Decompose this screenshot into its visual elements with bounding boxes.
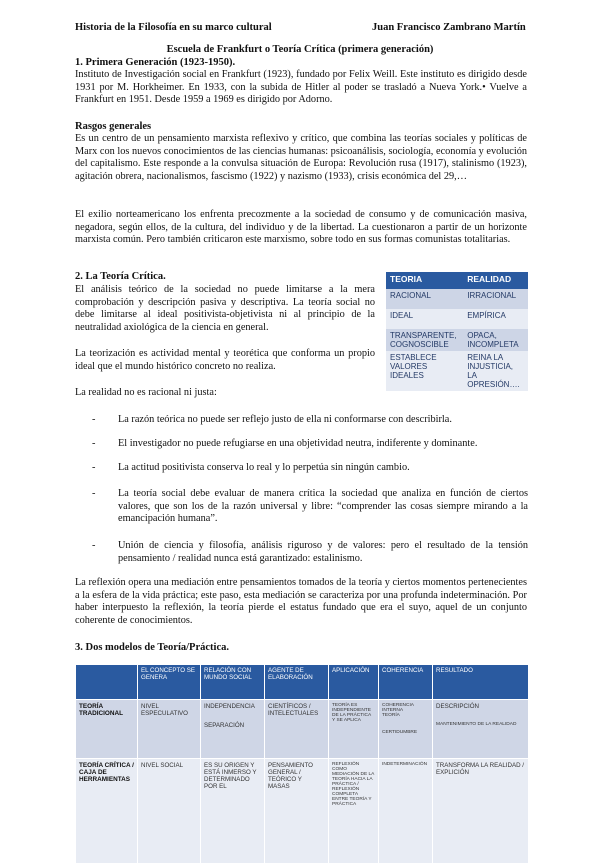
bullet-item: El investigador no puede refugiarse en una objetividad neutra, indiferente y dominante. <box>118 438 478 449</box>
table-header-cell: TEORIA <box>386 272 463 289</box>
header-author: Juan Francisco Zambrano Martín <box>372 22 526 33</box>
rasgos-paragraph-2: El exilio norteamericano los enfrenta precozmente a la sociedad de consumo y de comunicación masiva, negadora, según ellos, de la cultura, del individuo y de la libertad. La cuestionaron a partir de un horizonte marxista común. Pero también criticaron este marxismo, sobre todo en sus formas comunistas totalitarias. <box>75 209 527 246</box>
table-header-cell: REALIDAD <box>463 272 528 289</box>
table-cell-text: TEORÍA <box>382 713 400 718</box>
section1-heading: 1. Primera Generación (1923-1950). <box>75 57 236 68</box>
bullet-dash: - <box>92 414 96 425</box>
table-header-cell: RESULTADO <box>433 665 529 700</box>
table-cell: ES SU ORIGEN Y ESTÁ INMERSO Y DETERMINADO POR EL <box>201 759 265 864</box>
table-row <box>386 329 528 351</box>
table-header-cell: AGENTE DE ELABORACIÓN <box>265 665 329 700</box>
bullet-item: Unión de ciencia y filosofía, análisis riguroso y de valores: pero el resultado de la tensión pensamiento / realidad nunca está garantizado: estalinismo. <box>118 540 528 564</box>
table-header-cell: COHERENCIA <box>379 665 433 700</box>
table-cell: REINA LA INJUSTICIA, LA OPRESIÓN…. <box>463 351 528 391</box>
table-cell: NIVEL ESPECULATIVO <box>138 700 201 759</box>
table-cell-text: CERTIDUMBRE <box>382 730 418 735</box>
table-row <box>386 289 528 309</box>
table-cell: REFLEXIÓN COMO MEDIACIÓN DE LA TEORÍA HACIA LA PRÁCTICA / REFLEXIÓN COMPLETA ENTRE TEORÍA Y PRÁCTICA <box>329 759 379 864</box>
bullet-dash: - <box>92 540 96 551</box>
table-cell <box>201 700 265 759</box>
table-header-cell: EL CONCEPTO SE GENERA <box>138 665 201 700</box>
rasgos-paragraph-1: Es un centro de un pensamiento marxista reflexivo y crítico, que combina las teorías sociales y políticas de Marx con los nuevos conocimientos de las ciencias humanas: psicoanálisis, sociología, economía y evolución del capitalismo. Este responde a la convulsa situación de Europa: Revolución rusa (1917), stalinismo (1923), agitación obrera, nacionalismos, fascismo (1922) y nazismo (1933), crisis económica del 29,… <box>75 133 527 182</box>
table-cell-text: COHERENCIA INTERNA <box>382 703 414 713</box>
table-cell <box>433 700 529 759</box>
table-cell: CIENTÍFICOS / INTELECTUALES <box>265 700 329 759</box>
header-course-title: Historia de la Filosofía en su marco cultural <box>75 22 272 33</box>
section3-heading: 3. Dos modelos de Teoría/Práctica. <box>75 642 229 653</box>
theory-practice-table <box>75 664 529 864</box>
section2-paragraph-3: La realidad no es racional ni justa: <box>75 387 217 398</box>
table-cell: NIVEL SOCIAL <box>138 759 201 864</box>
section2-paragraph-1: El análisis teórico de la sociedad no puede limitarse a la mera comprobación y descripción pasiva y descriptiva. La teoría social no debe limitarse al ideal positivista-objetivista ni al principio de la neutralidad axiológica de la ciencia en general. <box>75 284 375 333</box>
theory-reality-table <box>386 272 528 391</box>
table-cell-text: MANTENIMIENTO DE LA REALIDAD <box>436 722 517 727</box>
table-cell: RACIONAL <box>386 289 463 309</box>
table-cell: IRRACIONAL <box>463 289 528 309</box>
bullet-item: La razón teórica no puede ser reflejo justo de ella ni conformarse con describirla. <box>118 414 452 425</box>
table-cell: TEORÍA ES INDEPENDIENTE DE LA PRÁCTICA Y SE APLICA <box>329 700 379 759</box>
table-header-row <box>76 665 529 700</box>
section2-paragraph-2: La teorización es actividad mental y teorética que conforma un propio ideal que el mundo histórico concreto no realiza. <box>75 348 375 372</box>
section1-text: Instituto de Investigación social en Frankfurt (1923), fundado por Felix Weill. Este instituto es dirigido desde 1931 por M. Horkheimer. En 1933, con la subida de Hitler al poder se trasladó a Nueva York.• Vuelve a Frankfurt en 1951. Desde 1959 a 1969 es dirigido por Adorno. <box>75 69 527 106</box>
table-cell-text: INDEPENDENCIA <box>204 703 255 710</box>
table-cell: EMPÍRICA <box>463 309 528 329</box>
table-cell-text: SEPARACIÓN <box>204 722 245 729</box>
table-cell: ESTABLECE VALORES IDEALES <box>386 351 463 391</box>
section2-heading: 2. La Teoría Crítica. <box>75 271 166 282</box>
table-cell-text: DESCRIPCIÓN <box>436 703 479 710</box>
table-cell <box>379 700 433 759</box>
section2-paragraph-4: La reflexión opera una mediación entre pensamientos tomados de la teoría y ciertos momentos pertenecientes a la esfera de la vida práctica; este paso, esta mediación se caracteriza por una profunda indeterminación. Por haber interpuesto la reflexión, la teoría pierde el estatus fundado que era el suyo, aquel de un conjunto coherente de conocimientos. <box>75 577 527 626</box>
table-row-label: TEORÍA TRADICIONAL <box>76 700 138 759</box>
table-header-row <box>386 272 528 289</box>
table-cell: TRANSFORMA LA REALIDAD / EXPLICIÓN <box>433 759 529 864</box>
table-cell: IDEAL <box>386 309 463 329</box>
table-row-label: TEORÍA CRÍTICA / CAJA DE HERRAMIENTAS <box>76 759 138 864</box>
bullet-item: La actitud positivista conserva lo real y lo perpetúa sin ningún cambio. <box>118 462 410 473</box>
bullet-item: La teoría social debe evaluar de manera crítica la sociedad que analiza en función de ciertos valores, que son los de la razón universal y libre: “comprender las cosas siempre mirando a la emancipación humana”. <box>118 488 528 525</box>
bullet-dash: - <box>92 488 96 499</box>
table-header-cell: APLICACIÓN <box>329 665 379 700</box>
table-row <box>386 351 528 391</box>
rasgos-heading: Rasgos generales <box>75 121 152 132</box>
bullet-dash: - <box>92 438 96 449</box>
table-row <box>386 309 528 329</box>
document-title: Escuela de Frankfurt o Teoría Crítica (primera generación) <box>166 44 434 55</box>
table-cell: INDETERMINACIÓN <box>379 759 433 864</box>
table-cell: PENSAMIENTO GENERAL / TEÓRICO Y MASAS <box>265 759 329 864</box>
table-row <box>76 700 529 759</box>
table-header-cell: RELACIÓN CON MUNDO SOCIAL <box>201 665 265 700</box>
table-cell: OPACA, INCOMPLETA <box>463 329 528 351</box>
table-cell: TRANSPARENTE, COGNOSCIBLE <box>386 329 463 351</box>
bullet-dash: - <box>92 462 96 473</box>
table-header-cell <box>76 665 138 700</box>
